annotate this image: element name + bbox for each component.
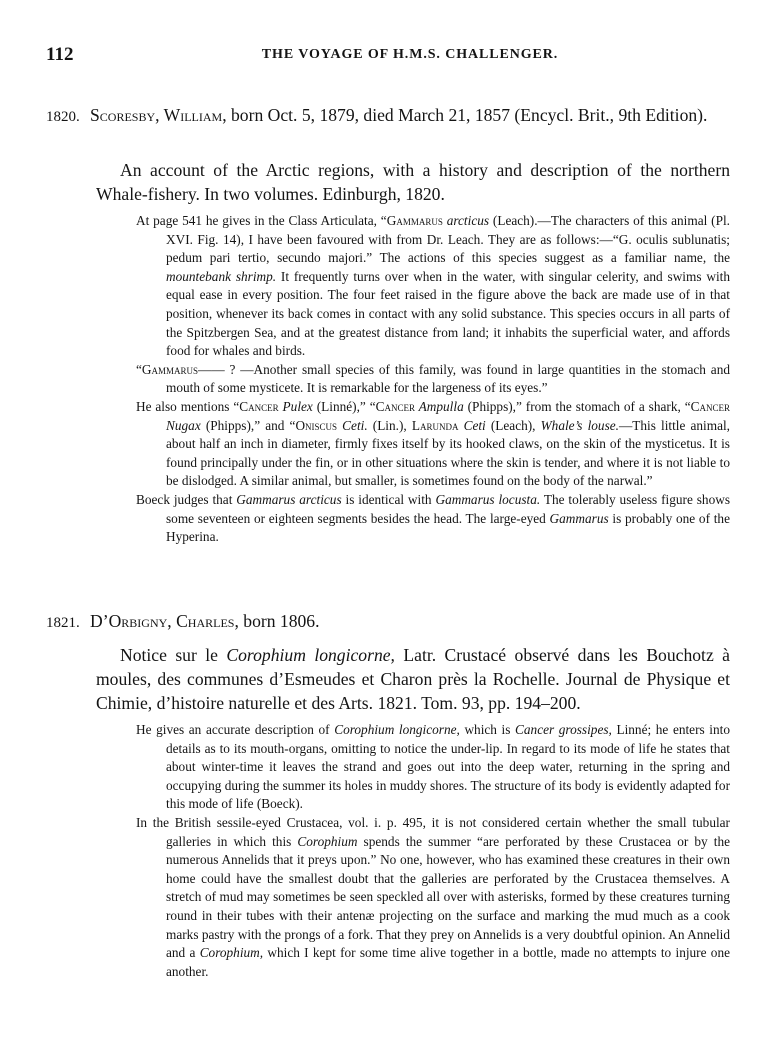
- entry-number: 1820.: [46, 109, 80, 125]
- note-paragraph: Boeck judges that Gammarus arcticus is identical with Gammarus locusta. The tolerably useless figure shows some seventeen or eighteen segments besides the head. The large-eyed Gammarus is probably one of the Hyperina.: [136, 491, 730, 545]
- note-paragraph: In the British sessile-eyed Crustacea, vol. i. p. 495, it is not considered certain whether the small tubular galleries in which this Corophium spends the summer “are perforated by these Crustacea or by the numerous Annelids that it preys upon.” No one, however, who has examined these creatures in their own home could have the smallest doubt that the galleries are perforated by the Crustacea themselves. A stretch of mud may sometimes be seen speckled all over with asterisks, formed by these creatures turning round in their tubes with their antenæ projecting on the surface and marking the mud much as a cook marks pastry with the prongs of a fork. That they prey on Annelids is a very doubtful opinion. An Annelid and a Corophium, which I kept for some time alive together in a bottle, made no attempts to injure one another.: [136, 814, 730, 979]
- note-paragraph: He also mentions “Cancer Pulex (Linné),” “Cancer Ampulla (Phipps),” from the stomach of a shark, “Cancer Nugax (Phipps),” and “Oniscus Ceti. (Lin.), Larunda Ceti (Leach), Whale’s louse.—This little animal, about half an inch in diameter, firmly fixes itself by its hooked claws, on the skin of the mysticetus. It is found principally under the fin, or in other situations where the skin is tender, and where it is not liable to be dislodged. A similar animal, but smaller, is sometimes found on the body of the narwal.”: [136, 398, 730, 489]
- note-paragraph: He gives an accurate description of Corophium longicorne, which is Cancer grossipes, Linné; he enters into details as to its mouth-organs, omitting to notice the under-lip. In regard to its mode of life he states that about winter-time it leaves the strand and goes out into the deep water, returning in the spring and occupying during the summer its holes in muddy shores. The structure of its body is evidently adapted for this mode of life (Boeck).: [136, 722, 730, 812]
- entry-heading-1820: [46, 104, 776, 129]
- entry-author: Scoresby, William,: [90, 105, 227, 125]
- entry-title-1820: An account of the Arctic regions, with a history and description of the northern Whale-fishery. In two volumes. Edinburgh, 1820.: [96, 160, 730, 204]
- entry-notes-1821: [136, 721, 730, 981]
- entry-heading-1821: [46, 610, 776, 635]
- note-paragraph: “Gammarus—— ? —Another small species of this family, was found in large quantities in the stomach and mouth of some mysticete. It is remarkable for the largeness of its eyes.”: [136, 361, 730, 396]
- page-number: 112: [46, 44, 74, 65]
- note-paragraph: At page 541 he gives in the Class Articulata, “Gammarus arcticus (Leach).—The characters of this animal (Pl. XVI. Fig. 14), I have been favoured with from Dr. Leach. They are as follows:—“G. oculis sublunatis; pedum pari tertio, secundo majori.” The actions of this species suggest as a familiar name, the mountebank shrimp. It frequently turns over when in the water, with singular celerity, and swims with equal ease in every position. The four feet raised in the figure above the back are made use of in that position, whenever its back comes in contact with any solid substance. This species occurs in all parts of the Spitzbergen Sea, and at the greatest distance from land; it inhabits the superficial water, and affords food for whales and birds.: [136, 213, 730, 359]
- entry-title-1821: Notice sur le Corophium longicorne, Latr. Crustacé observé dans les Bouchotz à moules, des communes d’Esmeudes et Charon près la Rochelle. Journal de Physique et Chimie, d’histoire naturelle et des Arts. 1821. Tom. 93, pp. 194–200.: [96, 645, 730, 713]
- entry-author-details: born 1806.: [238, 611, 320, 631]
- entry-number: 1821.: [46, 615, 80, 631]
- entry-author: D’Orbigny, Charles,: [90, 611, 239, 631]
- entry-author-details: born Oct. 5, 1879, died March 21, 1857 (Encycl. Brit., 9th Edition).: [226, 105, 708, 125]
- entry-notes-1820: [136, 212, 730, 547]
- running-title: THE VOYAGE OF H.M.S. CHALLENGER.: [261, 47, 559, 62]
